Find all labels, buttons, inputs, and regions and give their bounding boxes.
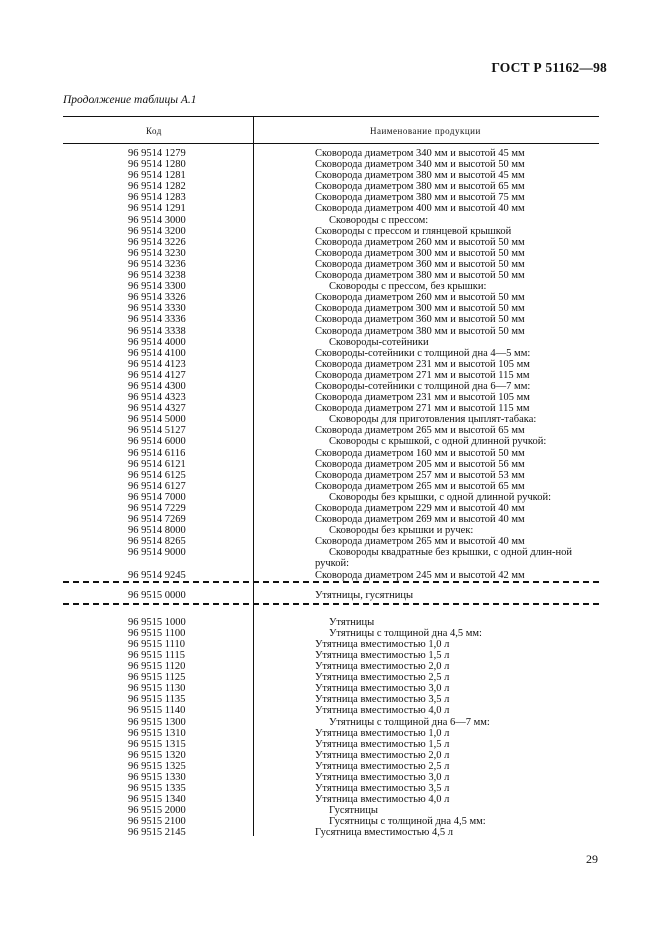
row-code: 96 9514 4327 xyxy=(128,403,186,415)
table-row xyxy=(63,639,599,650)
row-code: 96 9514 3000 xyxy=(128,214,186,226)
table-row xyxy=(63,192,599,203)
table-row xyxy=(63,314,599,325)
table-row xyxy=(63,337,599,348)
row-name: Сковороды-сотейники с толщиной дна 6—7 мм: xyxy=(315,380,531,392)
row-name: Сковороды без крышки и ручек: xyxy=(329,525,474,537)
row-name: Сковорода диаметром 300 мм и высотой 50 мм xyxy=(315,303,525,315)
row-code: 96 9514 8265 xyxy=(128,536,186,548)
row-code: 96 9514 6000 xyxy=(128,436,186,448)
section-row xyxy=(63,589,599,603)
row-code: 96 9514 4127 xyxy=(128,369,186,381)
row-name: Утятница вместимостью 2,5 л xyxy=(315,672,450,684)
table-row xyxy=(63,628,599,639)
table-row xyxy=(63,683,599,694)
row-code: 96 9514 7269 xyxy=(128,514,186,526)
row-code: 96 9515 1300 xyxy=(128,716,186,728)
table-row xyxy=(63,381,599,392)
row-code: 96 9515 1340 xyxy=(128,794,186,806)
row-code: 96 9514 6125 xyxy=(128,469,186,481)
dashed-separator xyxy=(63,581,599,589)
table-row xyxy=(63,303,599,314)
row-code: 96 9514 3300 xyxy=(128,281,186,293)
table-row xyxy=(63,805,599,816)
table-row xyxy=(63,170,599,181)
table-row xyxy=(63,750,599,761)
row-code: 96 9515 1135 xyxy=(128,694,186,706)
table-row xyxy=(63,159,599,170)
row-name: Утятница вместимостью 3,5 л xyxy=(315,694,450,706)
table-row xyxy=(63,761,599,772)
row-name: Сковорода диаметром 265 мм и высотой 40 мм xyxy=(315,536,525,548)
row-code: 96 9515 1310 xyxy=(128,727,186,739)
row-name: Сковорода диаметром 265 мм и высотой 65 мм xyxy=(315,480,525,492)
page-number: 29 xyxy=(586,852,598,866)
row-name: Сковорода диаметром 260 мм и высотой 50 мм xyxy=(315,292,525,304)
row-code: 96 9515 1115 xyxy=(128,649,185,661)
table-row xyxy=(63,728,599,739)
table-row xyxy=(63,694,599,705)
row-code: 96 9515 1315 xyxy=(128,738,186,750)
row-code: 96 9515 1120 xyxy=(128,661,186,673)
row-code: 96 9514 9000 xyxy=(128,547,186,559)
row-name: Сковорода диаметром 380 мм и высотой 75 мм xyxy=(315,192,525,204)
row-name: Утятница вместимостью 4,0 л xyxy=(315,705,450,717)
row-code: 96 9515 1110 xyxy=(128,638,185,650)
row-name: Утятницы xyxy=(329,616,375,628)
row-name: Утятницы с толщиной дна 4,5 мм: xyxy=(329,627,482,639)
table-row xyxy=(63,525,599,536)
row-name: Сковорода диаметром 260 мм и высотой 50 мм xyxy=(315,236,525,248)
table-row xyxy=(63,226,599,237)
row-name: Сковороды квадратные без крышки, с одной длин-ной ручкой: xyxy=(315,547,573,570)
row-code: 96 9515 2000 xyxy=(128,805,186,817)
header-bottom-rule xyxy=(63,143,599,144)
row-name: Сковорода диаметром 205 мм и высотой 56 мм xyxy=(315,458,525,470)
row-name: Сковорода диаметром 271 мм и высотой 115 мм xyxy=(315,403,530,415)
row-name: Утятница вместимостью 1,5 л xyxy=(315,738,450,750)
row-code: 96 9514 9245 xyxy=(128,569,186,581)
column-header-code: Код xyxy=(146,126,162,136)
row-name: Сковорода диаметром 380 мм и высотой 45 мм xyxy=(315,170,525,182)
row-code: 96 9515 1100 xyxy=(128,627,186,639)
row-code: 96 9514 8000 xyxy=(128,525,186,537)
row-name: Сковорода диаметром 265 мм и высотой 65 мм xyxy=(315,425,525,437)
table-row xyxy=(63,772,599,783)
row-code: 96 9515 1325 xyxy=(128,760,186,772)
row-name: Сковорода диаметром 245 мм и высотой 42 мм xyxy=(315,569,525,581)
table-row xyxy=(63,570,599,581)
row-name: Сковорода диаметром 160 мм и высотой 50 мм xyxy=(315,447,525,459)
table-row xyxy=(63,215,599,226)
row-name: Сковорода диаметром 400 мм и высотой 40 мм xyxy=(315,203,525,215)
row-name: Сковорода диаметром 231 мм и высотой 105 мм xyxy=(315,392,530,404)
row-name: Утятница вместимостью 1,5 л xyxy=(315,649,450,661)
table-row xyxy=(63,370,599,381)
row-code: 96 9514 7000 xyxy=(128,491,186,503)
table-top-rule xyxy=(63,116,599,117)
table-row xyxy=(63,259,599,270)
row-name: Утятница вместимостью 3,0 л xyxy=(315,771,450,783)
row-code: 96 9514 3230 xyxy=(128,247,186,259)
row-code: 96 9514 4100 xyxy=(128,347,186,359)
table-row xyxy=(63,661,599,672)
table-row xyxy=(63,292,599,303)
row-name: Сковорода диаметром 340 мм и высотой 45 мм xyxy=(315,148,525,159)
row-name: Сковорода диаметром 269 мм и высотой 40 мм xyxy=(315,514,525,526)
row-code: 96 9514 3330 xyxy=(128,303,186,315)
row-name: Сковороды без крышки, с одной длинной ручкой: xyxy=(329,491,552,503)
table-row xyxy=(63,536,599,547)
row-name: Утятница вместимостью 2,5 л xyxy=(315,760,450,772)
table-row xyxy=(63,436,599,447)
row-code: 96 9514 4000 xyxy=(128,336,186,348)
row-code: 96 9514 1280 xyxy=(128,159,186,171)
row-code: 96 9514 5127 xyxy=(128,425,186,437)
table-row xyxy=(63,514,599,525)
row-code: 96 9514 4323 xyxy=(128,392,186,404)
row-name: Сковорода диаметром 257 мм и высотой 53 мм xyxy=(315,469,525,481)
table-row xyxy=(63,459,599,470)
row-code: 96 9514 3338 xyxy=(128,325,186,337)
row-code: 96 9515 1330 xyxy=(128,771,186,783)
row-name: Сковорода диаметром 380 мм и высотой 65 мм xyxy=(315,181,525,193)
row-code: 96 9514 6121 xyxy=(128,458,186,470)
row-name: Утятница вместимостью 4,0 л xyxy=(315,794,450,806)
table-row xyxy=(63,470,599,481)
table-row xyxy=(63,448,599,459)
standard-header: ГОСТ Р 51162—98 xyxy=(491,60,607,75)
row-code: 96 9514 3326 xyxy=(128,292,186,304)
row-code: 96 9514 3236 xyxy=(128,258,186,270)
row-code: 96 9514 6116 xyxy=(128,447,186,459)
row-code: 96 9515 1125 xyxy=(128,672,186,684)
row-name: Сковорода диаметром 229 мм и высотой 40 мм xyxy=(315,503,525,514)
product-table xyxy=(63,148,599,839)
row-name: Сковороды с крышкой, с одной длинной ручкой: xyxy=(329,436,547,448)
row-code: 96 9514 7229 xyxy=(128,503,186,514)
row-code: 96 9514 5000 xyxy=(128,414,186,426)
row-code: 96 9514 1281 xyxy=(128,170,186,182)
row-code: 96 9515 1130 xyxy=(128,683,186,695)
row-code: 96 9514 1283 xyxy=(128,192,186,204)
row-code: 96 9514 1291 xyxy=(128,203,186,215)
row-name: Сковорода диаметром 380 мм и высотой 50 мм xyxy=(315,270,525,282)
table-row xyxy=(63,348,599,359)
row-code: 96 9515 1320 xyxy=(128,749,186,761)
row-name: Утятница вместимостью 2,0 л xyxy=(315,661,450,673)
row-code: 96 9514 3226 xyxy=(128,236,186,248)
table-row xyxy=(63,203,599,214)
row-name: Сковорода диаметром 300 мм и высотой 50 мм xyxy=(315,247,525,259)
table-row xyxy=(63,248,599,259)
table-row xyxy=(63,492,599,503)
row-name: Сковороды-сотейники с толщиной дна 4—5 мм: xyxy=(315,347,531,359)
table-row xyxy=(63,270,599,281)
table-row xyxy=(63,783,599,794)
table-row xyxy=(63,650,599,661)
table-row xyxy=(63,739,599,750)
row-name: Сковорода диаметром 231 мм и высотой 105 мм xyxy=(315,358,530,370)
table-row xyxy=(63,414,599,425)
row-name: Утятница вместимостью 1,0 л xyxy=(315,638,450,650)
row-code: 96 9515 1335 xyxy=(128,783,186,795)
row-name: Сковороды для приготовления цыплят-табака: xyxy=(329,414,537,426)
section-code: 96 9515 0000 xyxy=(128,589,186,601)
table-row xyxy=(63,717,599,728)
table-row xyxy=(63,827,599,838)
section-name: Утятницы, гусятницы xyxy=(315,589,414,601)
row-name: Сковороды с прессом: xyxy=(329,214,429,226)
table-row xyxy=(63,617,599,628)
table-row xyxy=(63,281,599,292)
row-name: Утятница вместимостью 2,0 л xyxy=(315,749,450,761)
row-name: Утятница вместимостью 3,5 л xyxy=(315,783,450,795)
row-name: Сковороды с прессом, без крышки: xyxy=(329,281,487,293)
row-name: Сковорода диаметром 360 мм и высотой 50 мм xyxy=(315,314,525,326)
table-row xyxy=(63,425,599,436)
table-row xyxy=(63,503,599,514)
table-row xyxy=(63,148,599,159)
table-row xyxy=(63,359,599,370)
table-row xyxy=(63,237,599,248)
table-row xyxy=(63,392,599,403)
row-code: 96 9515 2145 xyxy=(128,827,186,839)
rows-group-a xyxy=(63,148,599,581)
row-code: 96 9514 4300 xyxy=(128,380,186,392)
table-row xyxy=(63,816,599,827)
table-row xyxy=(63,672,599,683)
row-code: 96 9514 6127 xyxy=(128,480,186,492)
table-row xyxy=(63,705,599,716)
row-code: 96 9515 1000 xyxy=(128,616,186,628)
table-row xyxy=(63,326,599,337)
row-name: Гусятницы xyxy=(329,805,378,817)
table-row xyxy=(63,481,599,492)
row-code: 96 9514 4123 xyxy=(128,358,186,370)
row-name: Утятница вместимостью 1,0 л xyxy=(315,727,450,739)
row-code: 96 9515 2100 xyxy=(128,816,186,828)
row-name: Сковорода диаметром 340 мм и высотой 50 мм xyxy=(315,159,525,171)
row-name: Гусятницы с толщиной дна 4,5 мм: xyxy=(329,816,486,828)
row-name: Сковорода диаметром 271 мм и высотой 115 мм xyxy=(315,369,530,381)
rows-group-b xyxy=(63,617,599,839)
table-row xyxy=(63,403,599,414)
dashed-separator xyxy=(63,603,599,611)
row-name: Гусятница вместимостью 4,5 л xyxy=(315,827,454,839)
column-header-name: Наименование продукции xyxy=(370,126,481,136)
row-code: 96 9514 3238 xyxy=(128,270,186,282)
row-name: Сковорода диаметром 360 мм и высотой 50 мм xyxy=(315,258,525,270)
table-caption: Продолжение таблицы А.1 xyxy=(63,94,197,106)
row-code: 96 9514 1282 xyxy=(128,181,186,193)
row-name: Утятницы с толщиной дна 6—7 мм: xyxy=(329,716,490,728)
row-code: 96 9514 3200 xyxy=(128,225,186,237)
row-code: 96 9514 3336 xyxy=(128,314,186,326)
row-code: 96 9514 1279 xyxy=(128,148,186,159)
row-code: 96 9515 1140 xyxy=(128,705,186,717)
table-row xyxy=(63,794,599,805)
row-name: Сковороды-сотейники xyxy=(329,336,429,348)
table-row xyxy=(63,181,599,192)
table-row xyxy=(63,547,599,569)
row-name: Сковороды с прессом и глянцевой крышкой xyxy=(315,225,512,237)
row-name: Утятница вместимостью 3,0 л xyxy=(315,683,450,695)
row-name: Сковорода диаметром 380 мм и высотой 50 мм xyxy=(315,325,525,337)
